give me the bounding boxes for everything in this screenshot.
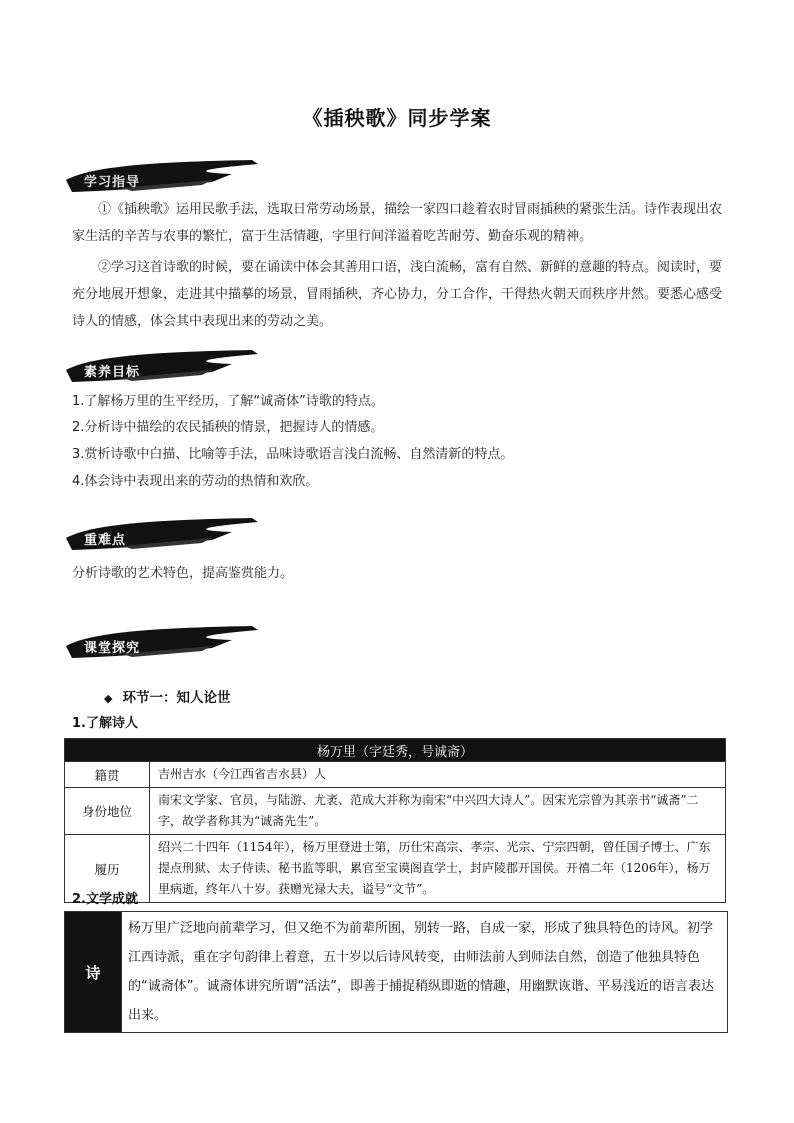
table-row [65,912,728,1033]
row-key: 履历 [65,835,150,903]
step-one-label: 环节一：知人论世 [122,690,231,706]
table-title: 杨万里（字廷秀，号诚斋） [65,739,726,762]
table-row [65,835,726,903]
poet-info-table [64,738,726,903]
row-value: 绍兴二十四年（1154年），杨万里登进士第，历仕宋高宗、孝宗、光宗、宁宗四朝，曾任国子博士、广东提点刑狱、太子侍读、秘书监等职，累官至宝谟阁直学士，封庐陵郡开国侯。开禧二年（1206年），杨万里病逝，终年八十岁。获赠光禄大夫，谥号“文节”。 [150,835,726,903]
know-poet-heading: 1.了解诗人 [72,716,138,731]
section-label: 学习指导 [84,175,141,190]
table-header-row [65,739,726,762]
section-header-guide [62,158,262,194]
table-row [65,762,726,788]
section-header-goals [62,348,262,384]
page-title: 《插秧歌》同步学案 [302,106,492,130]
guide-paragraph-1: ①《插秧歌》运用民歌手法，选取日常劳动场景，描绘一家四口趁着农时冒雨插秧的紧张生活。诗作表现出农家生活的辛苦与农事的繁忙，富于生活情趣，字里行间洋溢着吃苦耐劳、勤奋乐观的精神。 [72,202,723,244]
goal-item-1: 1.了解杨万里的生平经历，了解“诚斋体”诗歌的特点。 [72,394,384,409]
section-label: 重难点 [84,533,127,548]
difficulty-text: 分析诗歌的艺术特色，提高鉴赏能力。 [72,566,294,581]
section-header-difficulty [62,516,262,552]
diamond-bullet-icon: ◆ [104,692,113,705]
row-key: 诗 [65,912,122,1033]
table-row [65,788,726,835]
section-label: 素养目标 [84,365,141,380]
guide-paragraph-2: ②学习这首诗歌的时候，要在诵读中体会其善用口语，浅白流畅，富有自然、新鲜的意趣的特点。阅读时，要充分地展开想象，走进其中描摹的场景，冒雨插秧，齐心协力，分工合作，干得热火朝天而秩序井然。要悉心感受诗人的情感，体会其中表现出来的劳动之美。 [72,260,723,329]
row-key: 身份地位 [65,788,150,835]
row-value: 南宋文学家、官员，与陆游、尤袤、范成大并称为南宋“中兴四大诗人”。因宋光宗曾为其亲书“诚斋”二字，故学者称其为“诚斋先生”。 [150,788,726,835]
row-value: 吉州吉水（今江西省吉水县）人 [150,762,726,788]
step-one-heading [104,686,230,706]
goal-item-4: 4.体会诗中表现出来的劳动的热情和欢欣。 [72,474,319,489]
goal-item-3: 3.赏析诗歌中白描、比喻等手法，品味诗歌语言浅白流畅、自然清新的特点。 [72,447,514,462]
row-value: 杨万里广泛地向前辈学习，但又绝不为前辈所囿，别转一路，自成一家，形成了独具特色的诗风。初学江西诗派，重在字句韵律上着意，五十岁以后诗风转变，由师法前人到师法自然，创造了他独具特色的“诚斋体”。诚斋体讲究所谓“活法”，即善于捕捉稍纵即逝的情趣，用幽默诙谐、平易浅近的语言表达出来。 [122,912,728,1033]
goal-item-2: 2.分析诗中描绘的农民插秧的情景，把握诗人的情感。 [72,420,384,435]
section-label: 课堂探究 [84,641,141,656]
section-header-inquiry [62,624,262,660]
row-key: 籍贯 [65,762,150,788]
achievement-heading: 2.文学成就 [72,892,138,907]
achievement-table [64,911,728,1033]
